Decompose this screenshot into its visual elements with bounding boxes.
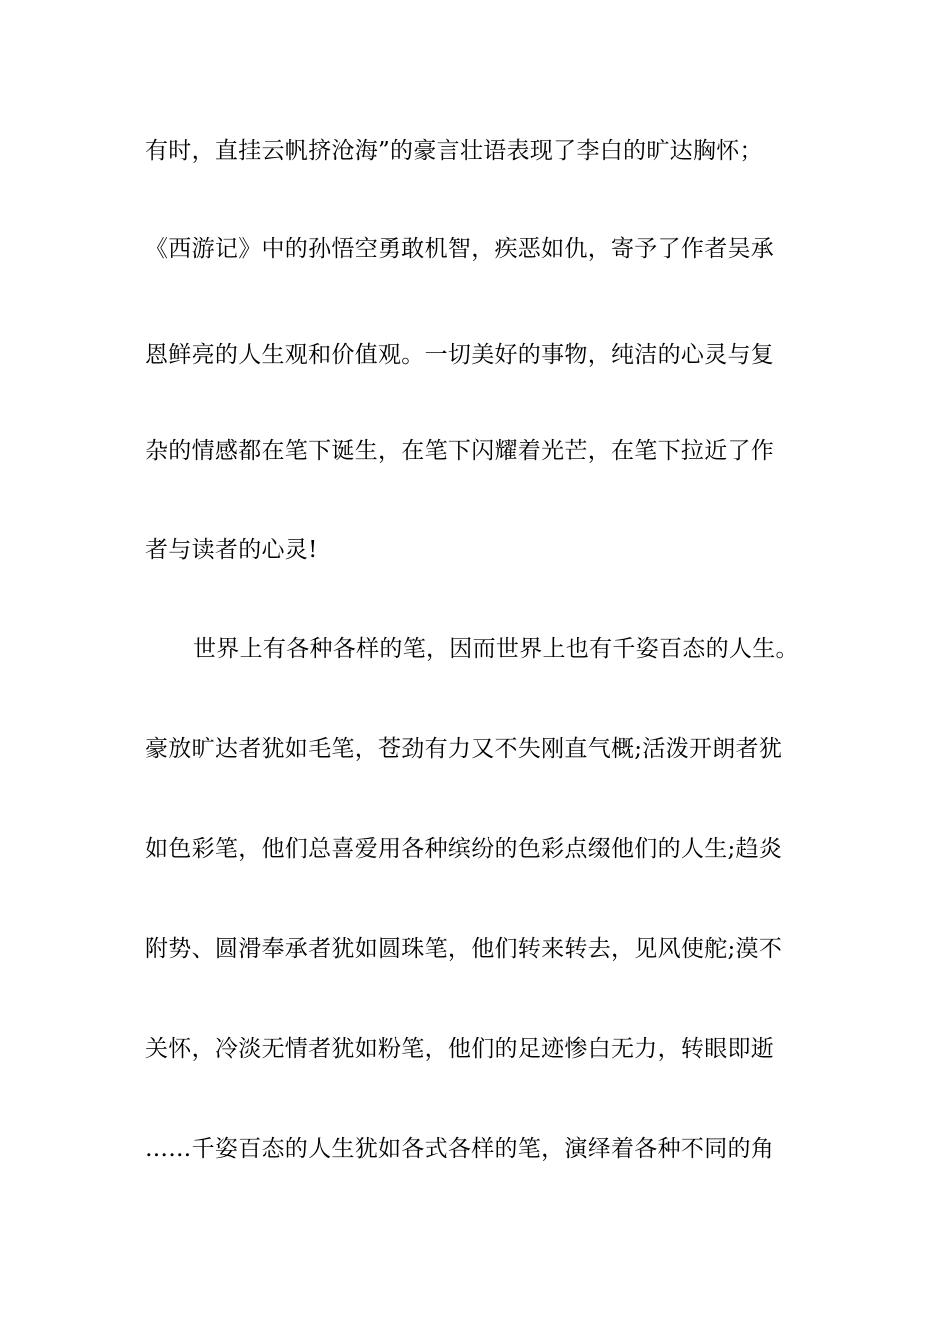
text-line: 恩鲜亮的人生观和价值观。一切美好的事物，纯洁的心灵与复 [145,342,775,368]
text-line: 关怀，冷淡无情者犹如粉笔，他们的足迹惨白无力，转眼即逝 [145,1036,775,1062]
text-line: 者与读者的心灵! [145,537,318,563]
text-line: 如色彩笔，他们总喜爱用各种缤纷的色彩点缀他们的人生;趋炎 [145,836,783,862]
text-line: 杂的情感都在笔下诞生，在笔下闪耀着光芒，在笔下拉近了作 [145,438,775,464]
text-line: ……千姿百态的人生犹如各式各样的笔，演绎着各种不同的角 [145,1136,775,1162]
text-line: 附势、圆滑奉承者犹如圆珠笔，他们转来转去，见风使舵;漠不 [145,936,783,962]
text-line: 《西游记》中的孙悟空勇敢机智，疾恶如仇，寄予了作者吴承 [145,236,775,262]
text-line: 豪放旷达者犹如毛笔，苍劲有力又不失刚直气概;活泼开朗者犹 [145,736,783,762]
paragraph-first-line: 世界上有各种各样的笔，因而世界上也有千姿百态的人生。 [193,636,799,662]
text-line: 有时，直挂云帆挤沧海”的豪言壮语表现了李白的旷达胸怀； [145,138,763,164]
